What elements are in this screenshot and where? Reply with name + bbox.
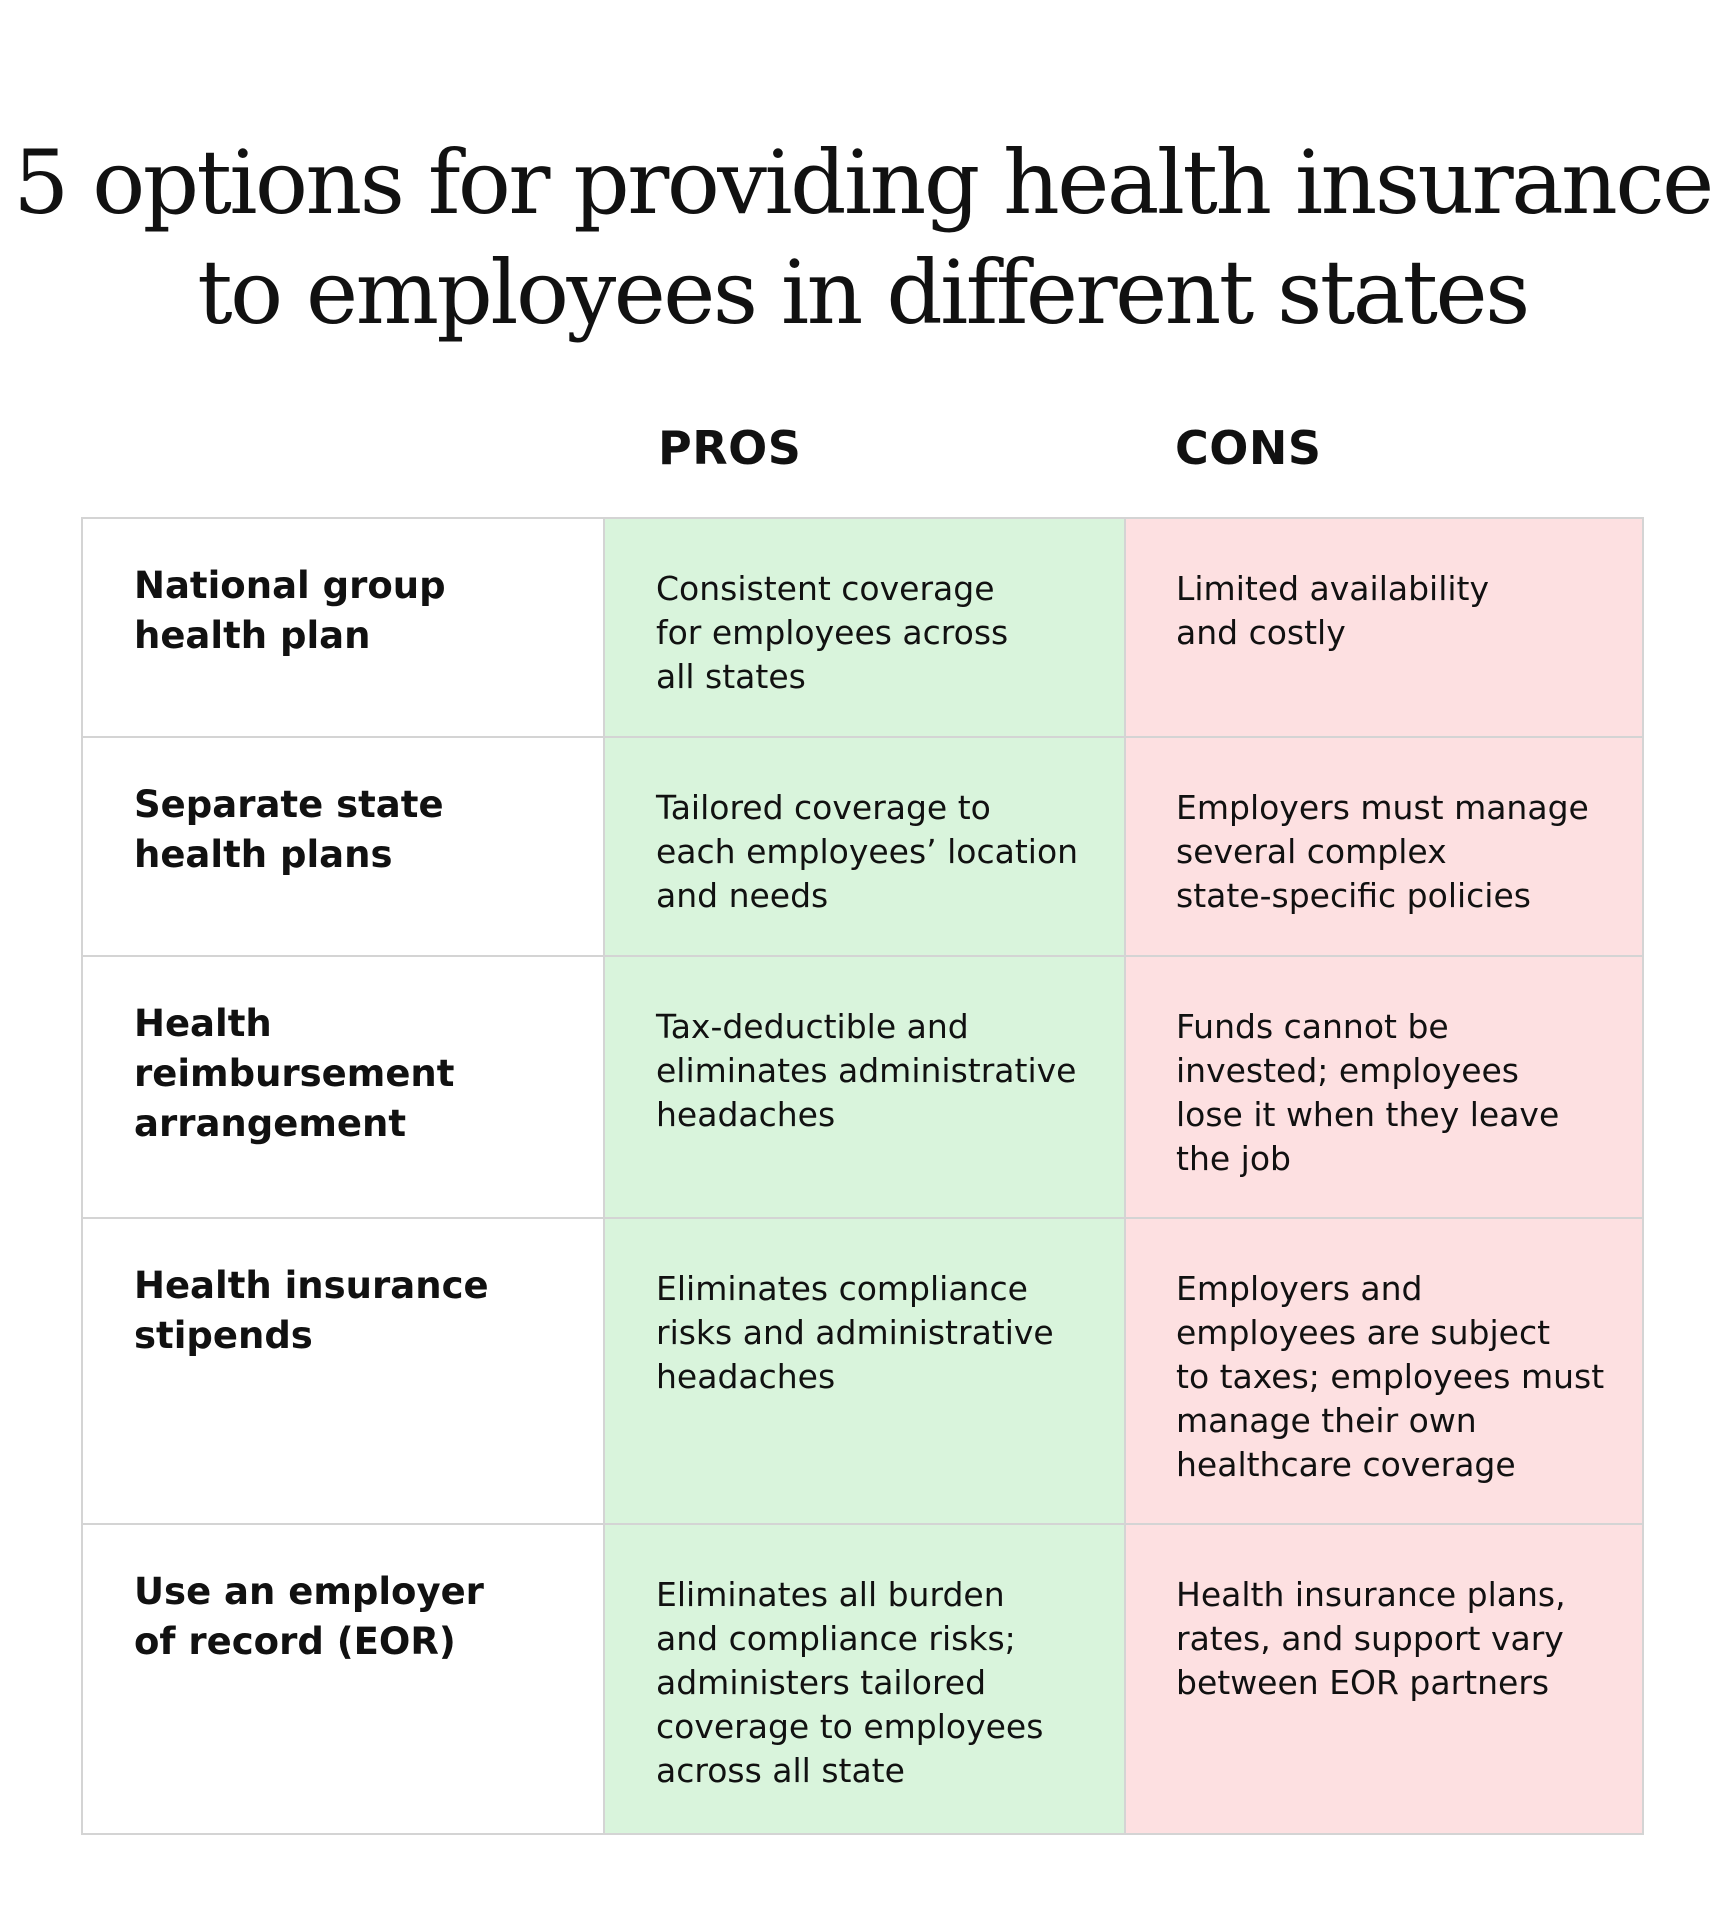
table-row (83, 519, 1644, 738)
pros-text-line: and compliance risks; (656, 1619, 1016, 1658)
cons-text-line: several complex (1176, 832, 1447, 871)
cons-text-line: and costly (1176, 613, 1346, 652)
pros-text-line: Consistent coverage (656, 569, 995, 608)
pros-text-line: Tailored coverage to (656, 788, 991, 827)
cons-text-line: state-specific policies (1176, 876, 1531, 915)
pros-column-header: PROS (658, 421, 802, 475)
option-text-line: reimbursement (134, 1052, 455, 1095)
option-cell (83, 957, 605, 1219)
title-line-2: to employees in different states (197, 241, 1528, 344)
option-text-line: stipends (134, 1314, 313, 1357)
pros-text-line: and needs (656, 876, 829, 915)
option-cell (83, 519, 605, 738)
option-text-line: of record (EOR) (134, 1620, 456, 1663)
cons-text-line: employees are subject (1176, 1313, 1551, 1352)
cons-text-line: Limited availability (1176, 569, 1490, 608)
cons-cell (1126, 519, 1644, 738)
option-text-line: health plans (134, 833, 393, 876)
cons-text-line: manage their own (1176, 1401, 1477, 1440)
pros-text-line: risks and administrative (656, 1313, 1054, 1352)
cons-text-line: rates, and support vary (1176, 1619, 1564, 1658)
table-row (83, 957, 1644, 1219)
pros-text-line: Tax-deductible and (656, 1007, 969, 1046)
pros-text-line: headaches (656, 1095, 836, 1134)
pros-cell (605, 519, 1126, 738)
cons-text-line: invested; employees (1176, 1051, 1519, 1090)
cons-text-line: lose it when they leave (1176, 1095, 1560, 1134)
pros-text-line: administers tailored (656, 1663, 987, 1702)
cons-text-line: between EOR partners (1176, 1663, 1550, 1702)
pros-text-line: eliminates administrative (656, 1051, 1077, 1090)
table-row (83, 738, 1644, 957)
option-text-line: Health (134, 1002, 272, 1045)
title-line-1: 5 options for providing health insurance (13, 131, 1712, 234)
table-row (83, 1525, 1644, 1835)
option-cell (83, 1219, 605, 1525)
table-row (83, 1219, 1644, 1525)
option-text-line: Health insurance (134, 1264, 489, 1307)
pros-text-line: coverage to employees (656, 1707, 1044, 1746)
pros-text-line: Eliminates compliance (656, 1269, 1028, 1308)
cons-column-header: CONS (1175, 421, 1322, 475)
option-cell (83, 1525, 605, 1835)
pros-cell (605, 738, 1126, 957)
cons-text-line: the job (1176, 1139, 1291, 1178)
pros-text-line: each employees’ location (656, 832, 1079, 871)
cons-cell (1126, 1525, 1644, 1835)
pros-cell (605, 1219, 1126, 1525)
comparison-table (81, 517, 1644, 1835)
cons-text-line: Health insurance plans, (1176, 1575, 1566, 1614)
cons-cell (1126, 1219, 1644, 1525)
pros-text-line: all states (656, 657, 806, 696)
cons-text-line: Funds cannot be (1176, 1007, 1449, 1046)
option-text-line: National group (134, 564, 446, 607)
cons-text-line: Employers must manage (1176, 788, 1589, 827)
cons-cell (1126, 738, 1644, 957)
option-cell (83, 738, 605, 957)
pros-text-line: Eliminates all burden (656, 1575, 1005, 1614)
cons-text-line: healthcare coverage (1176, 1445, 1516, 1484)
cons-text-line: Employers and (1176, 1269, 1423, 1308)
pros-text-line: for employees across (656, 613, 1009, 652)
cons-cell (1126, 957, 1644, 1219)
pros-cell (605, 957, 1126, 1219)
pros-cell (605, 1525, 1126, 1835)
cons-text-line: to taxes; employees must (1176, 1357, 1605, 1396)
option-text-line: Use an employer (134, 1570, 484, 1613)
option-text-line: health plan (134, 614, 371, 657)
pros-text-line: headaches (656, 1357, 836, 1396)
pros-text-line: across all state (656, 1751, 905, 1790)
page-title (0, 128, 1725, 348)
option-text-line: Separate state (134, 783, 444, 826)
option-text-line: arrangement (134, 1102, 407, 1145)
